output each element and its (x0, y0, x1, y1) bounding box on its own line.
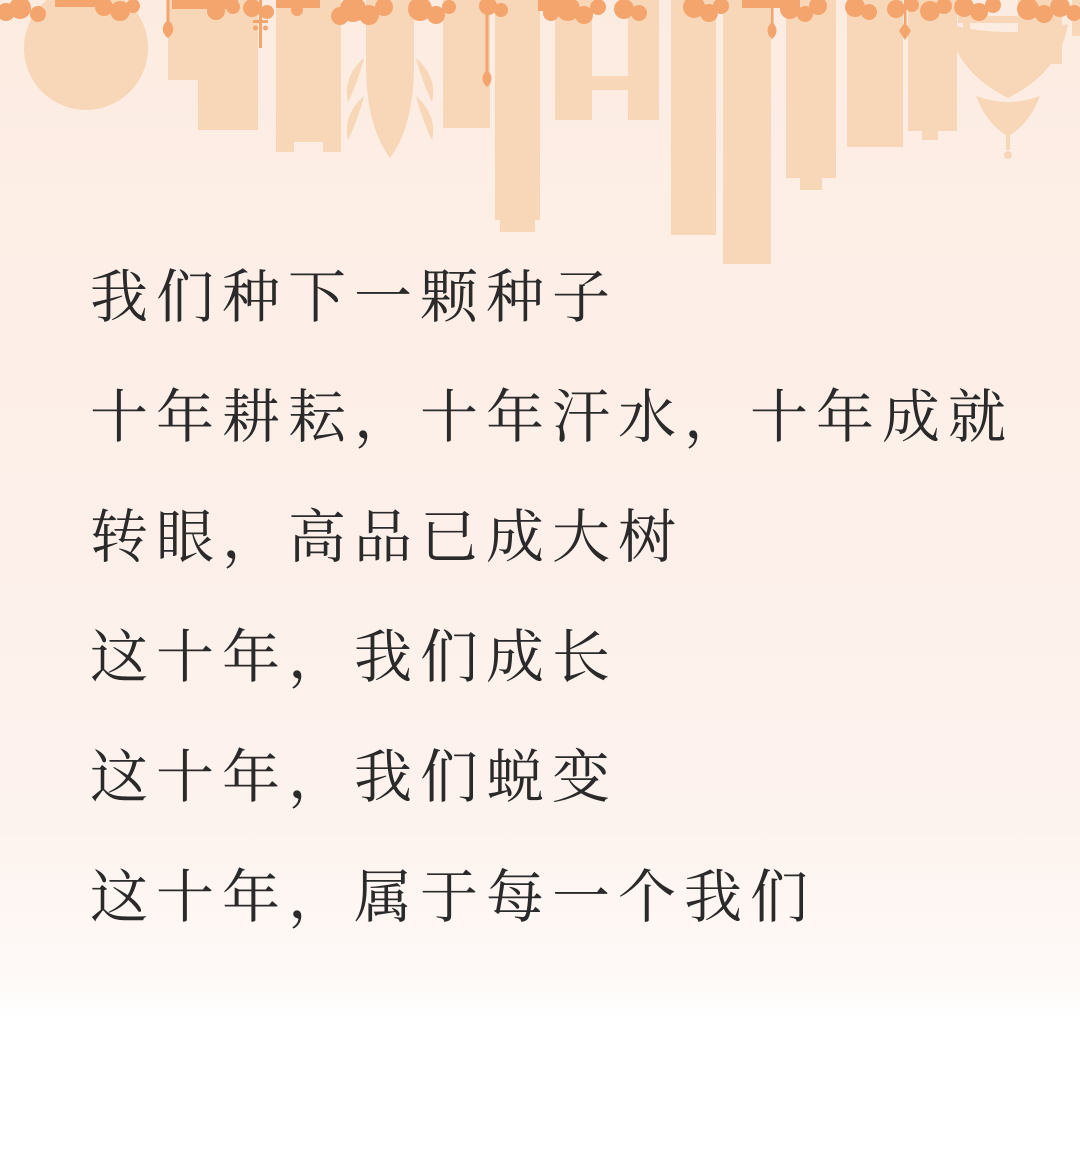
skybridge (586, 76, 632, 90)
poem-line-6: 这十年，属于每一个我们 (90, 865, 817, 930)
poem-text-block (90, 238, 1050, 958)
poem-line-5: 这十年，我们蜕变 (90, 745, 619, 810)
poem-line-1: 我们种下一颗种子 (90, 265, 619, 330)
poem-line-4: 这十年，我们成长 (90, 625, 619, 690)
pagoda-icon (948, 24, 1068, 159)
building-icons (168, 0, 1080, 264)
poem-line-2: 十年耕耘，十年汗水，十年成就 (90, 385, 1015, 450)
poem-line-3: 转眼，高品已成大树 (90, 505, 685, 570)
palm-tree-icon (347, 0, 433, 158)
